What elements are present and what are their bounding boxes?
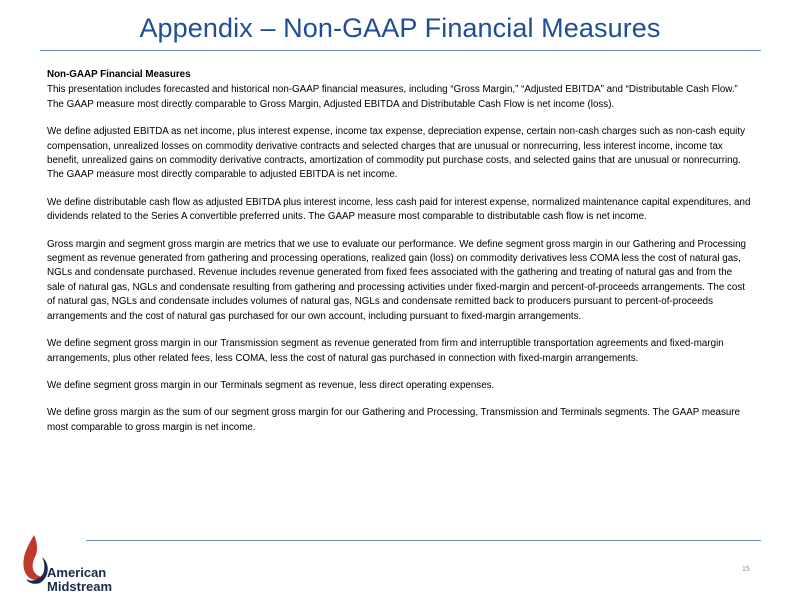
- logo-line-2: Midstream: [47, 579, 113, 594]
- paragraph-terminals-margin: We define segment gross margin in our Terminals segment as revenue, less direct operating expenses.: [47, 379, 495, 391]
- logo-wordmark: [47, 566, 112, 594]
- slide-title: Appendix – Non-GAAP Financial Measures: [139, 13, 661, 43]
- footer-divider: [86, 540, 761, 541]
- paragraph-gross-margin: We define gross margin as the sum of our segment gross margin for our Gathering and Processing, Transmission and Terminals segments. The GAAP measure most comparable to gross margin is net income.: [47, 407, 741, 433]
- title-divider: [40, 50, 761, 51]
- content-body: [47, 68, 752, 448]
- logo-flame-shape: [23, 535, 42, 580]
- paragraph-transmission-margin: We define segment gross margin in our Transmission segment as revenue generated from firm and interruptible transportation agreements and fixed-margin arrangements, plus other related fees, less COMA, less the cost of natural gas purchased in connection with fixed-margin arrangements.: [47, 338, 724, 364]
- paragraph-adjusted-ebitda: We define adjusted EBITDA as net income, plus interest expense, income tax expense, depreciation expense, certain non-cash charges such as non-cash equity compensation, unrealized losses on commodity derivative contracts and selected charges that are unusual or nonrecurring, less interest income, income tax benefit, unrealized gains on commodity derivative contracts, amortization of commodity put purchase costs, and selected gains that are unusual or nonrecurring. The GAAP measure most directly comparable to adjusted EBITDA is net income.: [47, 126, 745, 181]
- paragraph-distributable-cash-flow: We define distributable cash flow as adjusted EBITDA plus interest income, less cash paid for interest expense, normalized maintenance capital expenditures, and dividends related to the Series A convertible preferred units. The GAAP measure most comparable to distributable cash flow is net income.: [47, 196, 751, 223]
- section-heading: Non-GAAP Financial Measures: [47, 69, 191, 80]
- logo-line-1: American: [47, 565, 107, 580]
- paragraph-intro: This presentation includes forecasted and historical non-GAAP financial measures, including “Gross Margin,” “Adjusted EBITDA” and “Distributable Cash Flow.” The GAAP measure most directly comparable to Gross Margin, Adjusted EBITDA and Distributable Cash Flow is net income (loss).: [47, 84, 738, 110]
- paragraph-gathering-processing-margin: Gross margin and segment gross margin are metrics that we use to evaluate our performance. We define segment gross margin in our Gathering and Processing segment as revenue generated from gathering and processing operations, realized gain (loss) on commodity derivatives less COMA less the cost of natural gas, NGLs and condensate purchased. Revenue includes revenue generated from fixed fees associated with the gathering and treating of natural gas and from the sale of natural gas, NGLs and condensate resulting from gathering and processing activities under fixed-margin and percent-of-proceeds arrangements. The cost of natural gas, NGLs and condensate includes volumes of natural gas, NGLs and condensate remitted back to producers pursuant to percent-of-proceeds arrangements and the cost of natural gas purchased for our own account, including pursuant to fixed-margin arrangements.: [47, 238, 747, 322]
- page-number: 15: [742, 566, 750, 573]
